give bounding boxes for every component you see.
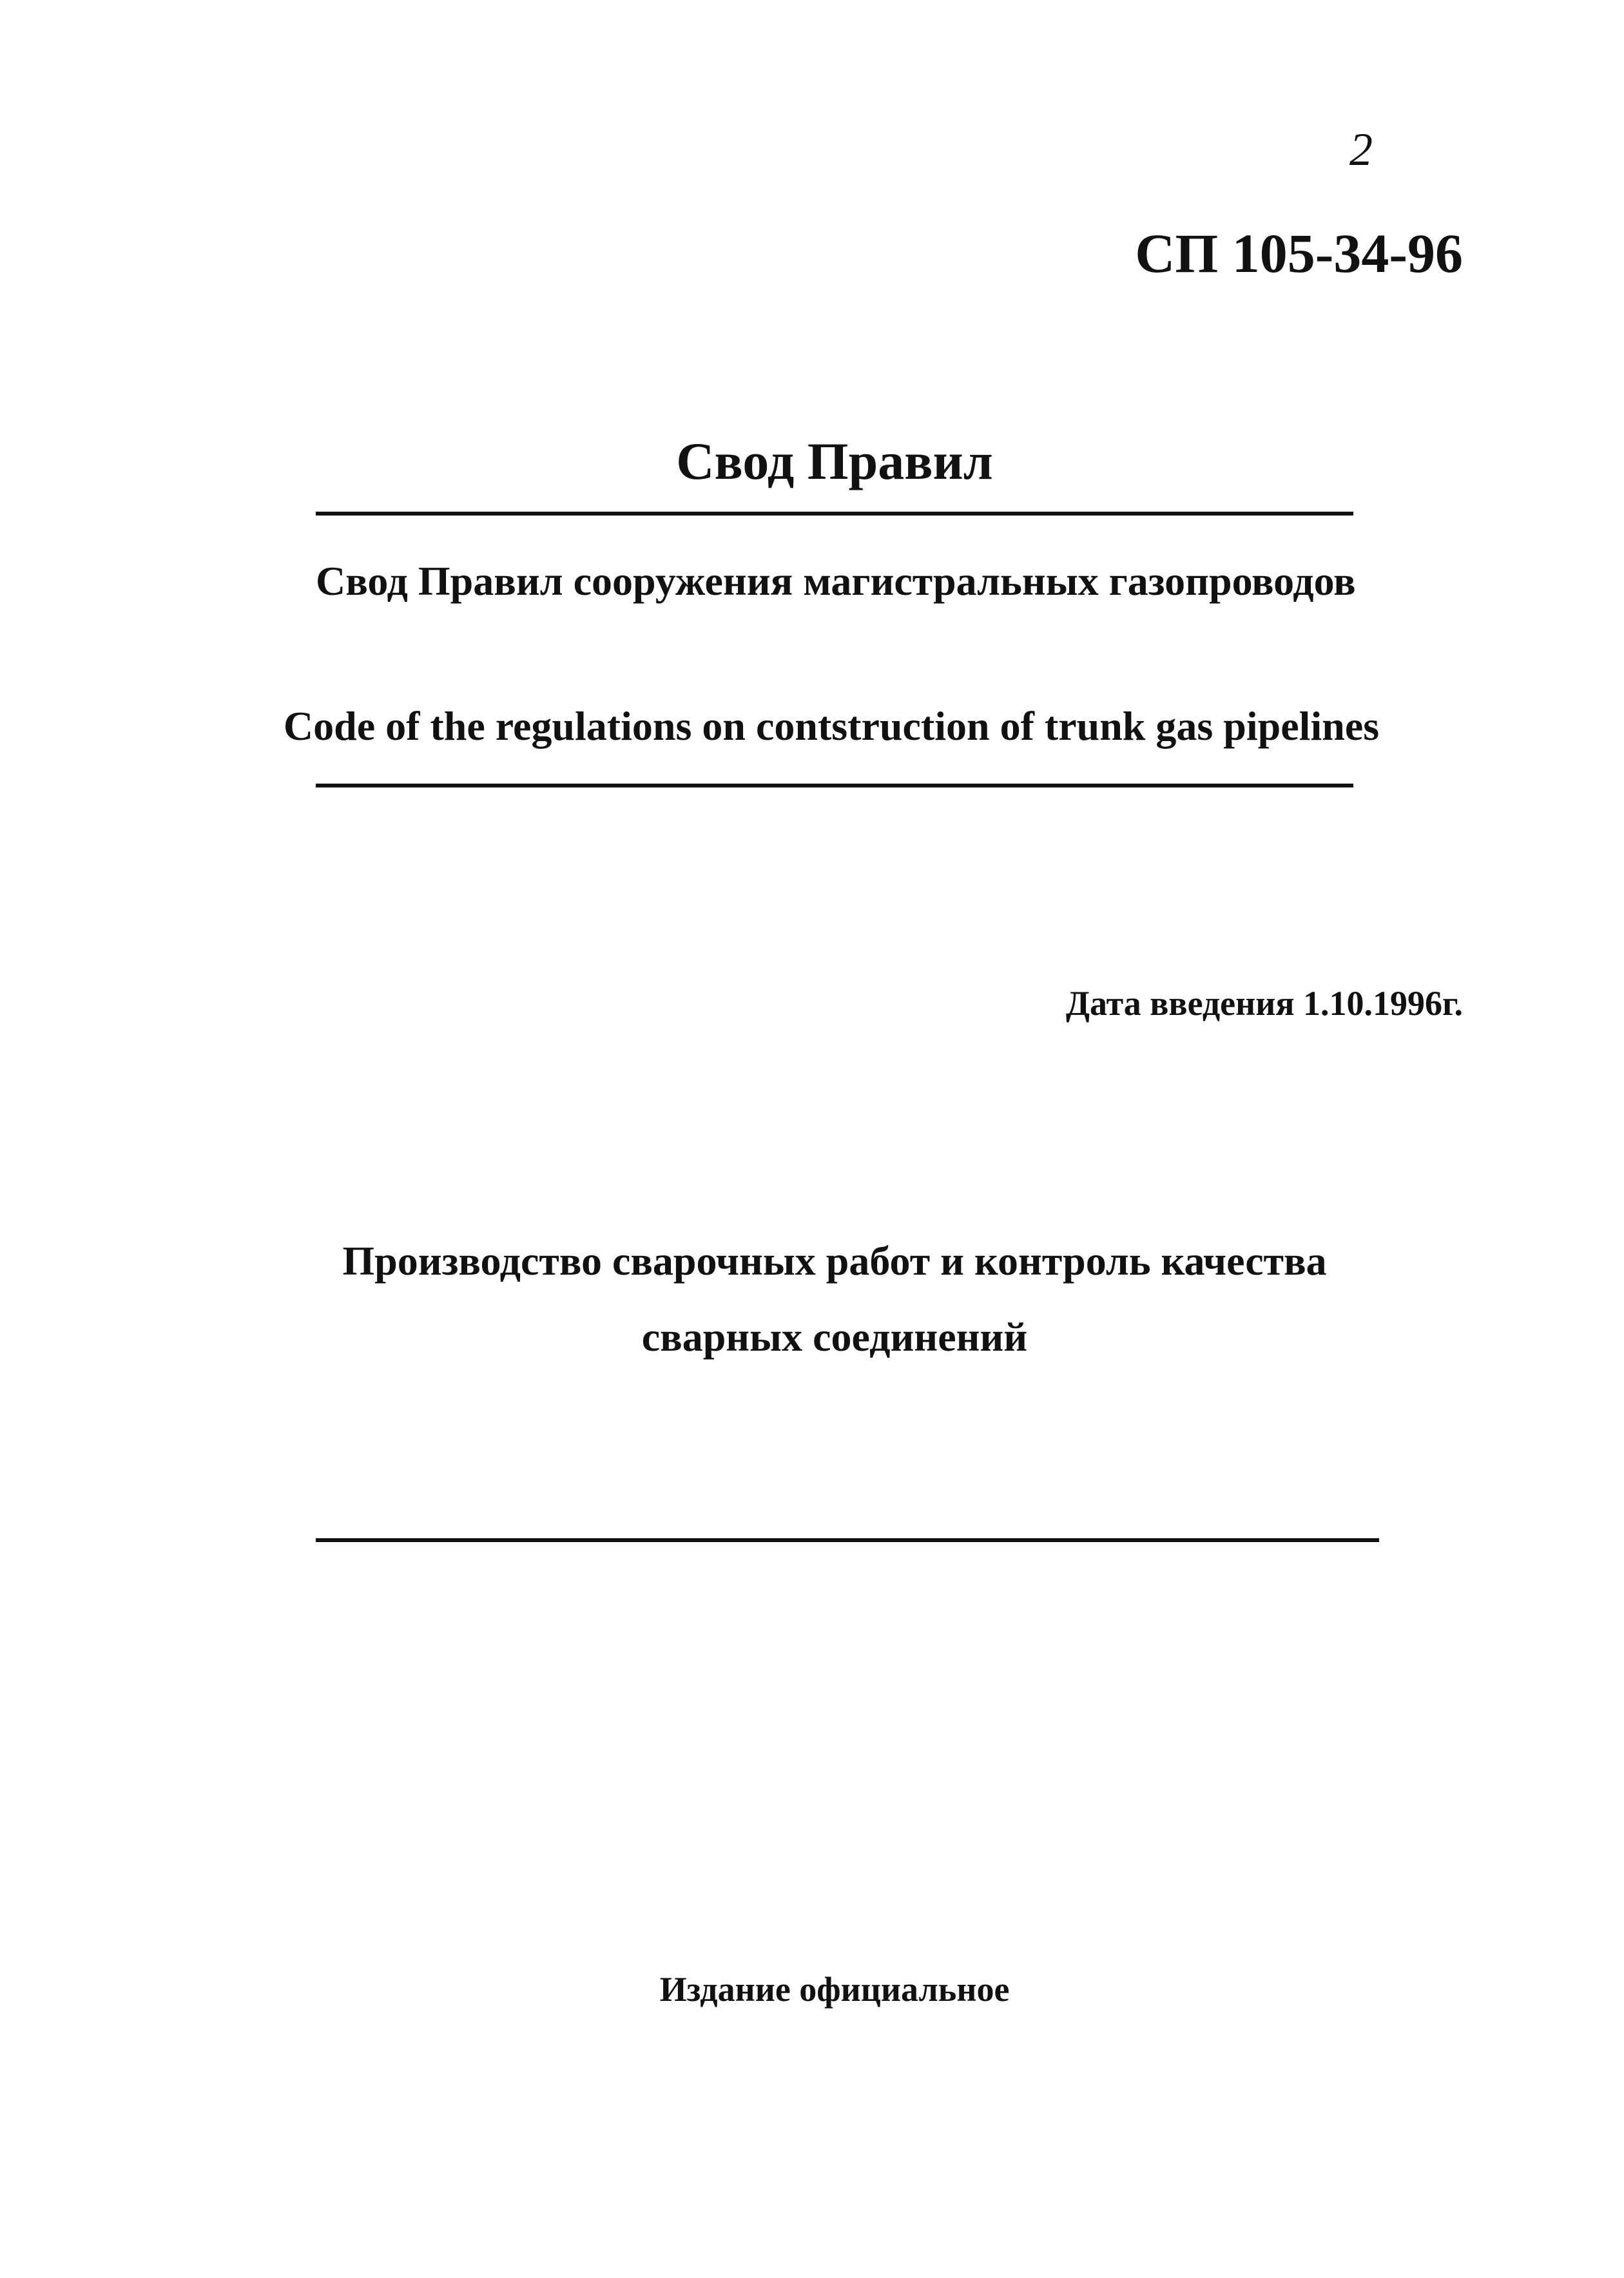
document-title: Свод Правил (676, 432, 993, 490)
document-code: СП 105-34-96 (1135, 222, 1463, 284)
divider-line (316, 512, 1353, 516)
official-edition-label: Издание официальное (659, 1970, 1010, 2009)
divider-line (316, 784, 1353, 787)
divider-line (316, 1538, 1379, 1542)
page-number: 2 (1349, 124, 1373, 175)
main-title-line-2: сварных соединений (641, 1314, 1028, 1360)
subtitle-russian: Свод Правил сооружения магистральных газопроводов (316, 558, 1356, 604)
introduction-date: Дата введения 1.10.1996г. (1065, 984, 1463, 1023)
subtitle-english: Code of the regulations on contstruction of trunk gas pipelines (283, 703, 1380, 749)
main-title-line-1: Производство сварочных работ и контроль качества (342, 1238, 1327, 1284)
